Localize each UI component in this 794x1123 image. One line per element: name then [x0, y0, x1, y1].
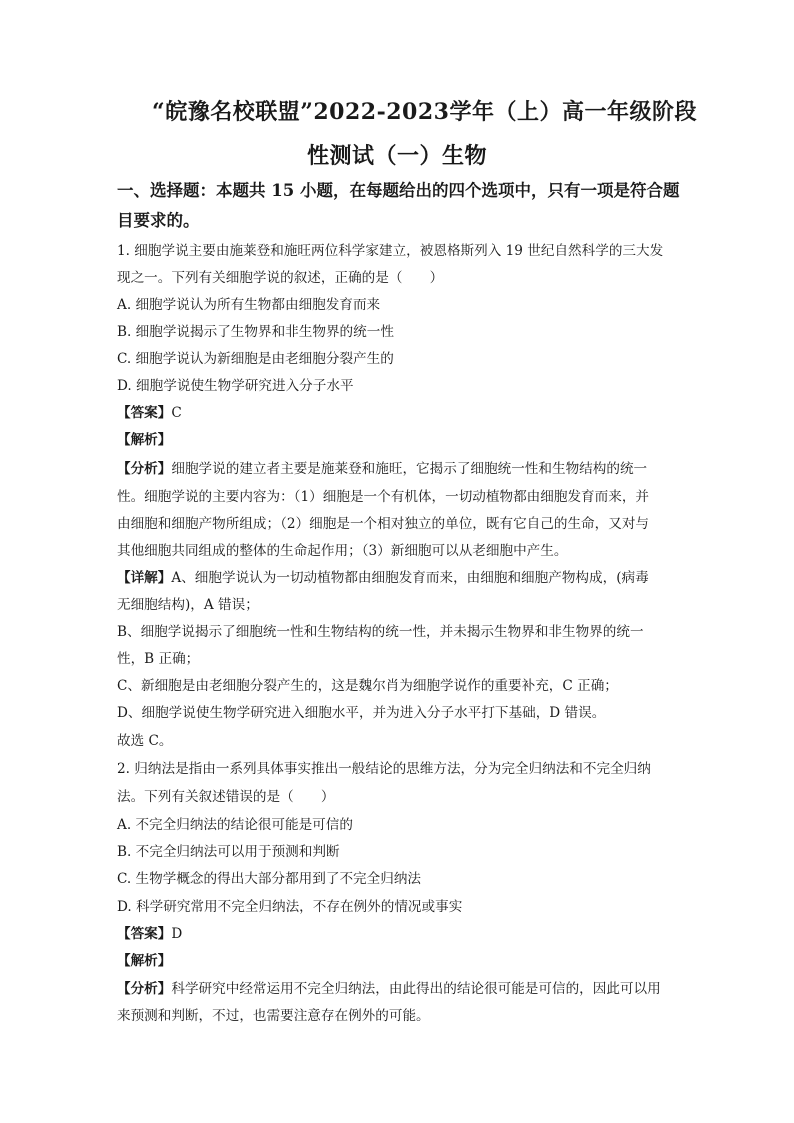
q1-fenxi-text-1: 细胞学说的建立者主要是施莱登和施旺，它揭示了细胞统一性和生物结构的统一: [171, 461, 648, 477]
q2-option-a: A. 不完全归纳法的结论很可能是可信的: [117, 817, 353, 833]
q2-answer-value: D: [171, 926, 183, 942]
q1-fenxi-label: 【分析】: [117, 461, 172, 477]
q2-fenxi-text-1: 科学研究中经常运用不完全归纳法，由此得出的结论很可能是可信的，因此可以用: [171, 981, 661, 997]
q2-analysis-label: 【解析】: [117, 953, 172, 969]
section-heading-line-2: 目要求的。: [117, 211, 200, 230]
q2-option-c: C. 生物学概念的得出大部分都用到了不完全归纳法: [117, 871, 422, 887]
section-heading-line-1: 一、选择题：本题共 15 小题，在每题给出的四个选项中，只有一项是符合题: [117, 181, 680, 200]
q2-fenxi-label: 【分析】: [117, 981, 172, 997]
q1-option-b: B. 细胞学说揭示了生物界和非生物界的统一性: [117, 324, 394, 340]
q1-conclusion: 故选 C。: [117, 733, 173, 749]
q2-option-b: B. 不完全归纳法可以用于预测和判断: [117, 844, 340, 860]
q1-xiangjie-line-4: 性，B 正确；: [117, 651, 200, 667]
q1-answer: [117, 403, 717, 423]
q1-option-c: C. 细胞学说认为新细胞是由老细胞分裂产生的: [117, 351, 394, 367]
q1-xiangjie-line-5: C、新细胞是由老细胞分裂产生的，这是魏尔肖为细胞学说作的重要补充，C 正确；: [117, 678, 618, 694]
q2-stem-line-1: 2. 归纳法是指由一系列具体事实推出一般结论的思维方法，分为完全归纳法和不完全归纳: [117, 761, 651, 777]
q1-answer-value: C: [171, 405, 182, 421]
q1-stem-line-1: 1. 细胞学说主要由施莱登和施旺两位科学家建立，被恩格斯列入 19 世纪自然科学的三大发: [117, 243, 664, 259]
q2-answer-label: 【答案】: [117, 926, 172, 942]
q1-xiangjie-line-2: 无细胞结构)，A 错误；: [117, 597, 259, 613]
q1-fenxi-line-4: 其他细胞共同组成的整体的生命起作用；（3）新细胞可以从老细胞中产生。: [117, 543, 568, 559]
q2-option-d: D. 科学研究常用不完全归纳法，不存在例外的情况或事实: [117, 899, 463, 915]
doc-title-line-2: 性测试（一）生物: [306, 143, 487, 169]
q1-xiangjie-line-1: [117, 568, 717, 588]
q1-option-d: D. 细胞学说使生物学研究进入分子水平: [117, 378, 354, 394]
q1-xiangjie-text-1: A、细胞学说认为一切动植物都由细胞发育而来，由细胞和细胞产物构成，(病毒: [171, 570, 649, 586]
q2-fenxi-line-2: 来预测和判断，不过，也需要注意存在例外的可能。: [117, 1008, 430, 1024]
q2-fenxi-line-1: [117, 979, 717, 999]
section-heading: [117, 176, 687, 236]
q1-answer-label: 【答案】: [117, 405, 172, 421]
q1-xiangjie-label: 【详解】: [117, 570, 172, 586]
q1-fenxi-line-1: [117, 459, 717, 479]
q1-fenxi-line-3: 由细胞和细胞产物所组成；（2）细胞是一个相对独立的单位，既有它自己的生命，又对与: [117, 516, 650, 532]
q1-analysis-label: 【解析】: [117, 432, 172, 448]
q2-stem-line-2: 法。下列有关叙述错误的是（ ）: [117, 789, 335, 805]
q1-option-a: A. 细胞学说认为所有生物都由细胞发育而来: [117, 297, 381, 313]
q2-answer: [117, 924, 717, 944]
q1-fenxi-line-2: 性。细胞学说的主要内容为：（1）细胞是一个有机体，一切动植物都由细胞发育而来，并: [117, 489, 650, 505]
q1-xiangjie-line-3: B、细胞学说揭示了细胞统一性和生物结构的统一性，并未揭示生物界和非生物界的统一: [117, 624, 644, 640]
q1-xiangjie-line-6: D、细胞学说使生物学研究进入细胞水平，并为进入分子水平打下基础，D 错误。: [117, 705, 606, 721]
q1-stem-line-2: 现之一。下列有关细胞学说的叙述，正确的是（ ）: [117, 270, 444, 286]
doc-title-line-1: “皖豫名校联盟”2022-2023学年（上）高一年级阶段: [152, 99, 697, 125]
